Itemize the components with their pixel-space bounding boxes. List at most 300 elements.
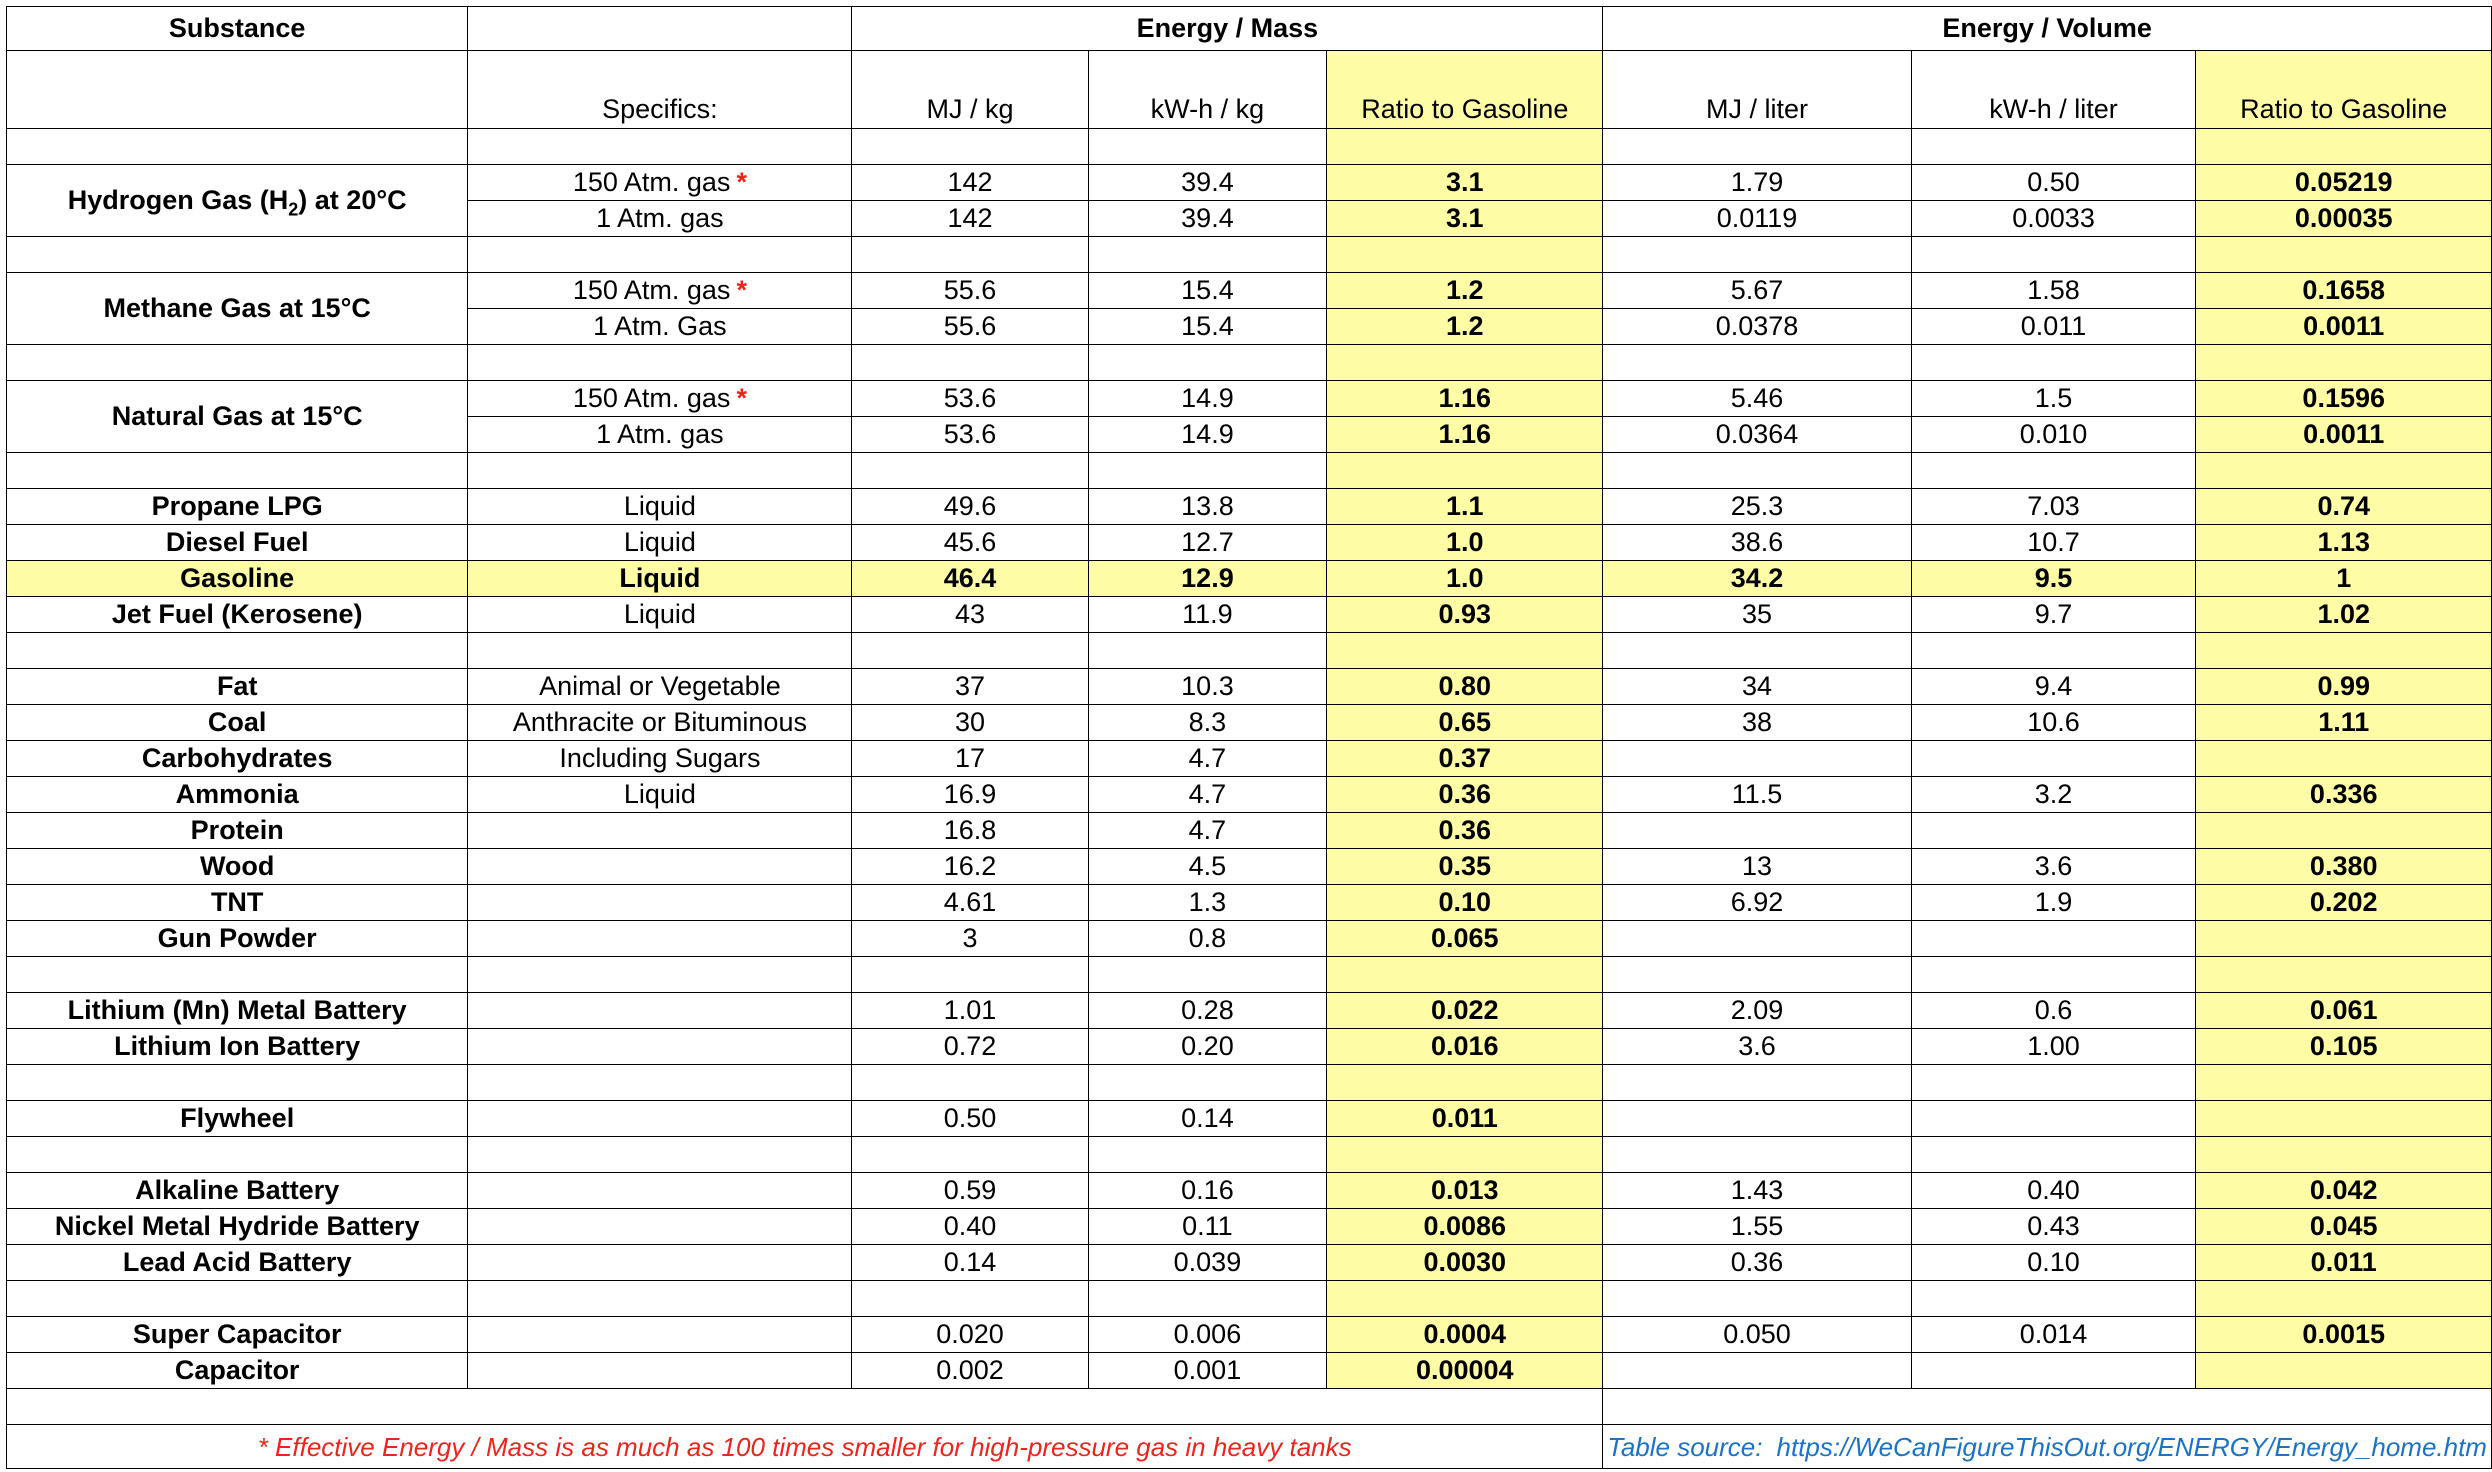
blank-cell — [1327, 237, 1603, 273]
blank-cell — [1088, 1137, 1327, 1173]
cell-mj-liter: 1.79 — [1603, 165, 1911, 201]
blank-cell — [2196, 1137, 2492, 1173]
cell-kwh-kg: 14.9 — [1088, 417, 1327, 453]
cell-ratio-volume: 0.380 — [2196, 849, 2492, 885]
cell-kwh-kg: 15.4 — [1088, 309, 1327, 345]
cell-spec: 1 Atm. Gas — [468, 309, 852, 345]
blank-cell — [1911, 1137, 2196, 1173]
blank-cell — [852, 345, 1088, 381]
blank-cell — [1327, 1065, 1603, 1101]
header-blank — [7, 51, 468, 129]
table-row-carbs — [7, 741, 2492, 777]
cell-mj-liter: 0.0378 — [1603, 309, 1911, 345]
cell-ratio-volume: 0.045 — [2196, 1209, 2492, 1245]
footnote-high-pressure-gas: * Effective Energy / Mass is as much as 100 times smaller for high-pressure gas in heavy tanks — [7, 1425, 1603, 1469]
cell-mj-kg: 0.50 — [852, 1101, 1088, 1137]
header-ratio-volume: Ratio to Gasoline — [2196, 51, 2492, 129]
blank-cell — [1603, 129, 1911, 165]
cell-kwh-kg: 4.7 — [1088, 741, 1327, 777]
cell-spec — [468, 1101, 852, 1137]
spacer-row — [7, 633, 2492, 669]
header-kwh-liter: kW-h / liter — [1911, 51, 2196, 129]
cell-ratio-mass: 0.37 — [1327, 741, 1603, 777]
spacer-row — [7, 1065, 2492, 1101]
blank-cell — [1911, 633, 2196, 669]
cell-ratio-mass: 0.0030 — [1327, 1245, 1603, 1281]
cell-ratio-mass: 1.2 — [1327, 273, 1603, 309]
cell-ratio-mass: 0.013 — [1327, 1173, 1603, 1209]
cell-ratio-mass: 0.065 — [1327, 921, 1603, 957]
cell-ratio-mass: 1.1 — [1327, 489, 1603, 525]
cell-ratio-volume: 0.05219 — [2196, 165, 2492, 201]
table-row-methane-150 — [7, 273, 2492, 309]
hydrogen-name-post: ) at 20°C — [298, 185, 407, 215]
header-energy-mass: Energy / Mass — [852, 7, 1603, 51]
blank-cell — [7, 453, 468, 489]
cell-ratio-mass: 0.00004 — [1327, 1353, 1603, 1389]
cell-mj-kg: 53.6 — [852, 417, 1088, 453]
table-row-coal — [7, 705, 2492, 741]
header-ratio-mass: Ratio to Gasoline — [1327, 51, 1603, 129]
spec-text: 150 Atm. gas — [572, 383, 731, 413]
spacer-row — [7, 1389, 2492, 1425]
cell-mj-kg: 55.6 — [852, 273, 1088, 309]
cell-mj-kg: 0.72 — [852, 1029, 1088, 1065]
cell-kwh-kg: 0.001 — [1088, 1353, 1327, 1389]
blank-cell — [852, 453, 1088, 489]
cell-kwh-liter — [1911, 921, 2196, 957]
cell-mj-kg: 0.002 — [852, 1353, 1088, 1389]
header-kwh-kg: kW-h / kg — [1088, 51, 1327, 129]
cell-mj-liter: 34.2 — [1603, 561, 1911, 597]
cell-kwh-liter: 1.00 — [1911, 1029, 2196, 1065]
substance-name: Propane LPG — [7, 489, 468, 525]
substance-hydrogen — [7, 165, 468, 237]
cell-spec — [468, 993, 852, 1029]
cell-ratio-volume — [2196, 1101, 2492, 1137]
spacer-row — [7, 129, 2492, 165]
table-row-nimh — [7, 1209, 2492, 1245]
cell-mj-liter: 3.6 — [1603, 1029, 1911, 1065]
cell-ratio-mass: 1.2 — [1327, 309, 1603, 345]
blank-cell — [852, 633, 1088, 669]
hydrogen-name-pre: Hydrogen Gas (H — [67, 185, 289, 215]
substance-name: Nickel Metal Hydride Battery — [7, 1209, 468, 1245]
spacer-row — [7, 453, 2492, 489]
table-row-protein — [7, 813, 2492, 849]
substance-name: Ammonia — [7, 777, 468, 813]
cell-ratio-mass: 1.0 — [1327, 561, 1603, 597]
cell-kwh-liter: 9.7 — [1911, 597, 2196, 633]
substance-methane: Methane Gas at 15°C — [7, 273, 468, 345]
cell-mj-liter: 25.3 — [1603, 489, 1911, 525]
table-row-wood — [7, 849, 2492, 885]
blank-cell — [2196, 129, 2492, 165]
source-link[interactable]: https://WeCanFigureThisOut.org/ENERGY/Energy_home.htm — [1776, 1431, 2487, 1462]
source-label: Table source: — [1607, 1431, 1763, 1462]
cell-mj-kg: 46.4 — [852, 561, 1088, 597]
cell-kwh-liter: 0.10 — [1911, 1245, 2196, 1281]
header-specifics: Specifics: — [468, 51, 852, 129]
footer-row — [7, 1425, 2492, 1469]
cell-spec: Liquid — [468, 489, 852, 525]
blank-cell — [1603, 1137, 1911, 1173]
table-row-li-ion — [7, 1029, 2492, 1065]
cell-ratio-volume: 0.061 — [2196, 993, 2492, 1029]
cell-mj-liter: 5.67 — [1603, 273, 1911, 309]
substance-name: Capacitor — [7, 1353, 468, 1389]
cell-ratio-volume: 0.74 — [2196, 489, 2492, 525]
cell-kwh-liter: 0.0033 — [1911, 201, 2196, 237]
cell-mj-kg: 16.2 — [852, 849, 1088, 885]
cell-spec — [468, 1317, 852, 1353]
cell-spec: Liquid — [468, 597, 852, 633]
cell-kwh-liter: 3.2 — [1911, 777, 2196, 813]
cell-spec: Liquid — [468, 525, 852, 561]
cell-ratio-mass: 0.016 — [1327, 1029, 1603, 1065]
cell-mj-kg: 30 — [852, 705, 1088, 741]
blank-cell — [1911, 237, 2196, 273]
blank-cell — [1603, 453, 1911, 489]
substance-name: TNT — [7, 885, 468, 921]
cell-ratio-volume: 0.1658 — [2196, 273, 2492, 309]
table-row-tnt — [7, 885, 2492, 921]
blank-cell — [852, 129, 1088, 165]
cell-ratio-mass: 3.1 — [1327, 201, 1603, 237]
blank-cell — [1603, 1281, 1911, 1317]
cell-mj-liter — [1603, 741, 1911, 777]
cell-kwh-kg: 0.006 — [1088, 1317, 1327, 1353]
table-row-hydrogen-150 — [7, 165, 2492, 201]
cell-spec: Animal or Vegetable — [468, 669, 852, 705]
blank-cell — [1327, 129, 1603, 165]
spacer-row — [7, 1137, 2492, 1173]
cell-ratio-volume — [2196, 741, 2492, 777]
cell-spec: Liquid — [468, 777, 852, 813]
table-row-ammonia — [7, 777, 2492, 813]
cell-kwh-liter: 1.58 — [1911, 273, 2196, 309]
cell-mj-liter: 1.43 — [1603, 1173, 1911, 1209]
cell-kwh-kg: 0.11 — [1088, 1209, 1327, 1245]
cell-ratio-volume: 1.13 — [2196, 525, 2492, 561]
cell-ratio-mass: 0.36 — [1327, 777, 1603, 813]
asterisk-note-marker: * — [736, 275, 747, 305]
cell-ratio-volume: 1.11 — [2196, 705, 2492, 741]
cell-mj-kg: 43 — [852, 597, 1088, 633]
blank-cell — [1603, 633, 1911, 669]
blank-cell — [7, 1137, 468, 1173]
cell-mj-liter: 35 — [1603, 597, 1911, 633]
cell-spec — [468, 921, 852, 957]
cell-mj-liter: 38.6 — [1603, 525, 1911, 561]
hydrogen-name-sub: 2 — [288, 199, 299, 220]
cell-mj-kg: 0.59 — [852, 1173, 1088, 1209]
cell-mj-liter: 6.92 — [1603, 885, 1911, 921]
cell-spec: Anthracite or Bituminous — [468, 705, 852, 741]
substance-name: Super Capacitor — [7, 1317, 468, 1353]
cell-ratio-mass: 0.0004 — [1327, 1317, 1603, 1353]
cell-ratio-volume: 0.202 — [2196, 885, 2492, 921]
spec-text: 150 Atm. gas — [572, 167, 731, 197]
cell-ratio-volume: 0.0011 — [2196, 309, 2492, 345]
energy-density-table — [6, 6, 2492, 1469]
substance-name: Lead Acid Battery — [7, 1245, 468, 1281]
cell-kwh-kg: 4.7 — [1088, 777, 1327, 813]
cell-mj-kg: 16.8 — [852, 813, 1088, 849]
cell-spec — [468, 885, 852, 921]
blank-cell — [7, 129, 468, 165]
blank-cell — [2196, 633, 2492, 669]
cell-mj-kg: 53.6 — [852, 381, 1088, 417]
cell-mj-liter: 13 — [1603, 849, 1911, 885]
cell-ratio-mass: 0.0086 — [1327, 1209, 1603, 1245]
cell-kwh-liter: 10.6 — [1911, 705, 2196, 741]
blank-cell — [1603, 1065, 1911, 1101]
blank-cell — [7, 1065, 468, 1101]
spacer-row — [7, 957, 2492, 993]
cell-mj-kg: 16.9 — [852, 777, 1088, 813]
cell-spec — [468, 1245, 852, 1281]
substance-name: Protein — [7, 813, 468, 849]
cell-mj-kg: 142 — [852, 165, 1088, 201]
substance-name: Fat — [7, 669, 468, 705]
substance-name: Diesel Fuel — [7, 525, 468, 561]
cell-kwh-kg: 0.16 — [1088, 1173, 1327, 1209]
table-row-diesel — [7, 525, 2492, 561]
cell-kwh-kg: 10.3 — [1088, 669, 1327, 705]
cell-kwh-liter: 3.6 — [1911, 849, 2196, 885]
cell-ratio-mass: 0.36 — [1327, 813, 1603, 849]
cell-kwh-liter: 0.40 — [1911, 1173, 2196, 1209]
blank-cell — [1603, 1389, 2492, 1425]
blank-cell — [468, 345, 852, 381]
cell-mj-kg: 37 — [852, 669, 1088, 705]
cell-kwh-kg: 0.28 — [1088, 993, 1327, 1029]
substance-name: Coal — [7, 705, 468, 741]
cell-mj-liter: 1.55 — [1603, 1209, 1911, 1245]
cell-ratio-volume: 0.1596 — [2196, 381, 2492, 417]
blank-cell — [7, 237, 468, 273]
table-row-supercap — [7, 1317, 2492, 1353]
header-row-units — [7, 51, 2492, 129]
cell-ratio-volume: 0.336 — [2196, 777, 2492, 813]
cell-spec: Liquid — [468, 561, 852, 597]
cell-ratio-mass: 1.16 — [1327, 417, 1603, 453]
cell-kwh-kg: 8.3 — [1088, 705, 1327, 741]
cell-mj-kg: 55.6 — [852, 309, 1088, 345]
cell-ratio-mass: 0.022 — [1327, 993, 1603, 1029]
table-row-gasoline — [7, 561, 2492, 597]
cell-kwh-liter: 1.5 — [1911, 381, 2196, 417]
blank-cell — [468, 1065, 852, 1101]
blank-cell — [1088, 237, 1327, 273]
cell-spec: 1 Atm. gas — [468, 417, 852, 453]
table-row-propane — [7, 489, 2492, 525]
cell-spec — [468, 849, 852, 885]
blank-cell — [468, 1137, 852, 1173]
blank-cell — [852, 1137, 1088, 1173]
table-row-capacitor — [7, 1353, 2492, 1389]
cell-spec — [468, 1029, 852, 1065]
blank-cell — [1088, 1065, 1327, 1101]
cell-kwh-kg: 12.7 — [1088, 525, 1327, 561]
asterisk-note-marker: * — [736, 167, 747, 197]
cell-spec: 1 Atm. gas — [468, 201, 852, 237]
blank-cell — [1603, 237, 1911, 273]
cell-ratio-mass: 1.0 — [1327, 525, 1603, 561]
cell-mj-kg: 0.40 — [852, 1209, 1088, 1245]
cell-mj-kg: 49.6 — [852, 489, 1088, 525]
cell-kwh-liter: 0.010 — [1911, 417, 2196, 453]
cell-kwh-kg: 0.20 — [1088, 1029, 1327, 1065]
cell-ratio-mass: 0.011 — [1327, 1101, 1603, 1137]
blank-cell — [7, 1389, 1603, 1425]
substance-name: Carbohydrates — [7, 741, 468, 777]
cell-ratio-mass: 0.10 — [1327, 885, 1603, 921]
cell-ratio-volume: 1.02 — [2196, 597, 2492, 633]
header-mj-kg: MJ / kg — [852, 51, 1088, 129]
cell-ratio-volume — [2196, 1353, 2492, 1389]
cell-kwh-kg: 39.4 — [1088, 165, 1327, 201]
table-row-alkaline — [7, 1173, 2492, 1209]
cell-kwh-kg: 1.3 — [1088, 885, 1327, 921]
blank-cell — [1911, 957, 2196, 993]
cell-kwh-kg: 11.9 — [1088, 597, 1327, 633]
header-substance: Substance — [7, 7, 468, 51]
table-row-natural-gas-150 — [7, 381, 2492, 417]
blank-cell — [1911, 345, 2196, 381]
cell-kwh-liter: 0.6 — [1911, 993, 2196, 1029]
cell-mj-liter: 0.0119 — [1603, 201, 1911, 237]
blank-cell — [1603, 345, 1911, 381]
substance-name: Lithium (Mn) Metal Battery — [7, 993, 468, 1029]
substance-name: Gasoline — [7, 561, 468, 597]
cell-mj-liter: 5.46 — [1603, 381, 1911, 417]
substance-natural-gas: Natural Gas at 15°C — [7, 381, 468, 453]
blank-cell — [1327, 957, 1603, 993]
cell-kwh-liter: 0.011 — [1911, 309, 2196, 345]
cell-mj-liter: 0.36 — [1603, 1245, 1911, 1281]
cell-kwh-kg: 15.4 — [1088, 273, 1327, 309]
blank-cell — [468, 633, 852, 669]
table-source — [1603, 1425, 2492, 1469]
table-row-gunpowder — [7, 921, 2492, 957]
blank-cell — [2196, 1281, 2492, 1317]
cell-mj-kg: 4.61 — [852, 885, 1088, 921]
cell-kwh-kg: 4.5 — [1088, 849, 1327, 885]
blank-cell — [1088, 129, 1327, 165]
blank-cell — [1603, 957, 1911, 993]
cell-kwh-liter: 1.9 — [1911, 885, 2196, 921]
header-row-top — [7, 7, 2492, 51]
table-row-flywheel — [7, 1101, 2492, 1137]
cell-mj-kg: 3 — [852, 921, 1088, 957]
table-row-jet — [7, 597, 2492, 633]
substance-name: Flywheel — [7, 1101, 468, 1137]
cell-kwh-kg: 12.9 — [1088, 561, 1327, 597]
header-blank — [468, 7, 852, 51]
header-energy-volume: Energy / Volume — [1603, 7, 2492, 51]
cell-kwh-liter: 7.03 — [1911, 489, 2196, 525]
blank-cell — [468, 129, 852, 165]
cell-ratio-volume: 0.011 — [2196, 1245, 2492, 1281]
cell-ratio-volume: 0.00035 — [2196, 201, 2492, 237]
cell-ratio-mass: 0.65 — [1327, 705, 1603, 741]
cell-kwh-kg: 13.8 — [1088, 489, 1327, 525]
cell-mj-kg: 0.14 — [852, 1245, 1088, 1281]
cell-spec — [468, 1353, 852, 1389]
blank-cell — [2196, 453, 2492, 489]
blank-cell — [852, 1065, 1088, 1101]
cell-kwh-liter — [1911, 1353, 2196, 1389]
cell-mj-kg: 0.020 — [852, 1317, 1088, 1353]
blank-cell — [1327, 1137, 1603, 1173]
blank-cell — [7, 345, 468, 381]
blank-cell — [1088, 345, 1327, 381]
cell-ratio-mass: 3.1 — [1327, 165, 1603, 201]
substance-name: Gun Powder — [7, 921, 468, 957]
spacer-row — [7, 345, 2492, 381]
table-row-fat — [7, 669, 2492, 705]
cell-ratio-volume: 0.042 — [2196, 1173, 2492, 1209]
cell-kwh-kg: 0.8 — [1088, 921, 1327, 957]
spec-text: 150 Atm. gas — [572, 275, 731, 305]
blank-cell — [2196, 1065, 2492, 1101]
cell-spec — [468, 381, 852, 417]
cell-kwh-liter: 10.7 — [1911, 525, 2196, 561]
cell-ratio-volume — [2196, 921, 2492, 957]
cell-kwh-liter — [1911, 741, 2196, 777]
cell-mj-liter: 34 — [1603, 669, 1911, 705]
cell-mj-liter: 0.050 — [1603, 1317, 1911, 1353]
cell-mj-kg: 17 — [852, 741, 1088, 777]
cell-kwh-kg: 4.7 — [1088, 813, 1327, 849]
blank-cell — [1911, 453, 2196, 489]
blank-cell — [7, 633, 468, 669]
blank-cell — [468, 957, 852, 993]
blank-cell — [1327, 633, 1603, 669]
blank-cell — [2196, 237, 2492, 273]
cell-spec: Including Sugars — [468, 741, 852, 777]
cell-mj-kg: 142 — [852, 201, 1088, 237]
blank-cell — [1911, 1281, 2196, 1317]
cell-mj-liter: 38 — [1603, 705, 1911, 741]
blank-cell — [1911, 1065, 2196, 1101]
cell-spec — [468, 813, 852, 849]
substance-name: Wood — [7, 849, 468, 885]
cell-ratio-mass: 1.16 — [1327, 381, 1603, 417]
cell-kwh-kg: 0.039 — [1088, 1245, 1327, 1281]
cell-ratio-volume: 0.99 — [2196, 669, 2492, 705]
cell-mj-liter: 0.0364 — [1603, 417, 1911, 453]
cell-mj-kg: 45.6 — [852, 525, 1088, 561]
cell-mj-kg: 1.01 — [852, 993, 1088, 1029]
cell-mj-liter: 11.5 — [1603, 777, 1911, 813]
cell-kwh-kg: 0.14 — [1088, 1101, 1327, 1137]
blank-cell — [852, 237, 1088, 273]
cell-mj-liter — [1603, 1353, 1911, 1389]
header-mj-liter: MJ / liter — [1603, 51, 1911, 129]
cell-spec — [468, 165, 852, 201]
cell-spec — [468, 273, 852, 309]
cell-kwh-liter — [1911, 813, 2196, 849]
cell-mj-liter — [1603, 813, 1911, 849]
blank-cell — [1088, 633, 1327, 669]
blank-cell — [1327, 345, 1603, 381]
blank-cell — [2196, 345, 2492, 381]
blank-cell — [468, 1281, 852, 1317]
cell-kwh-liter: 9.4 — [1911, 669, 2196, 705]
